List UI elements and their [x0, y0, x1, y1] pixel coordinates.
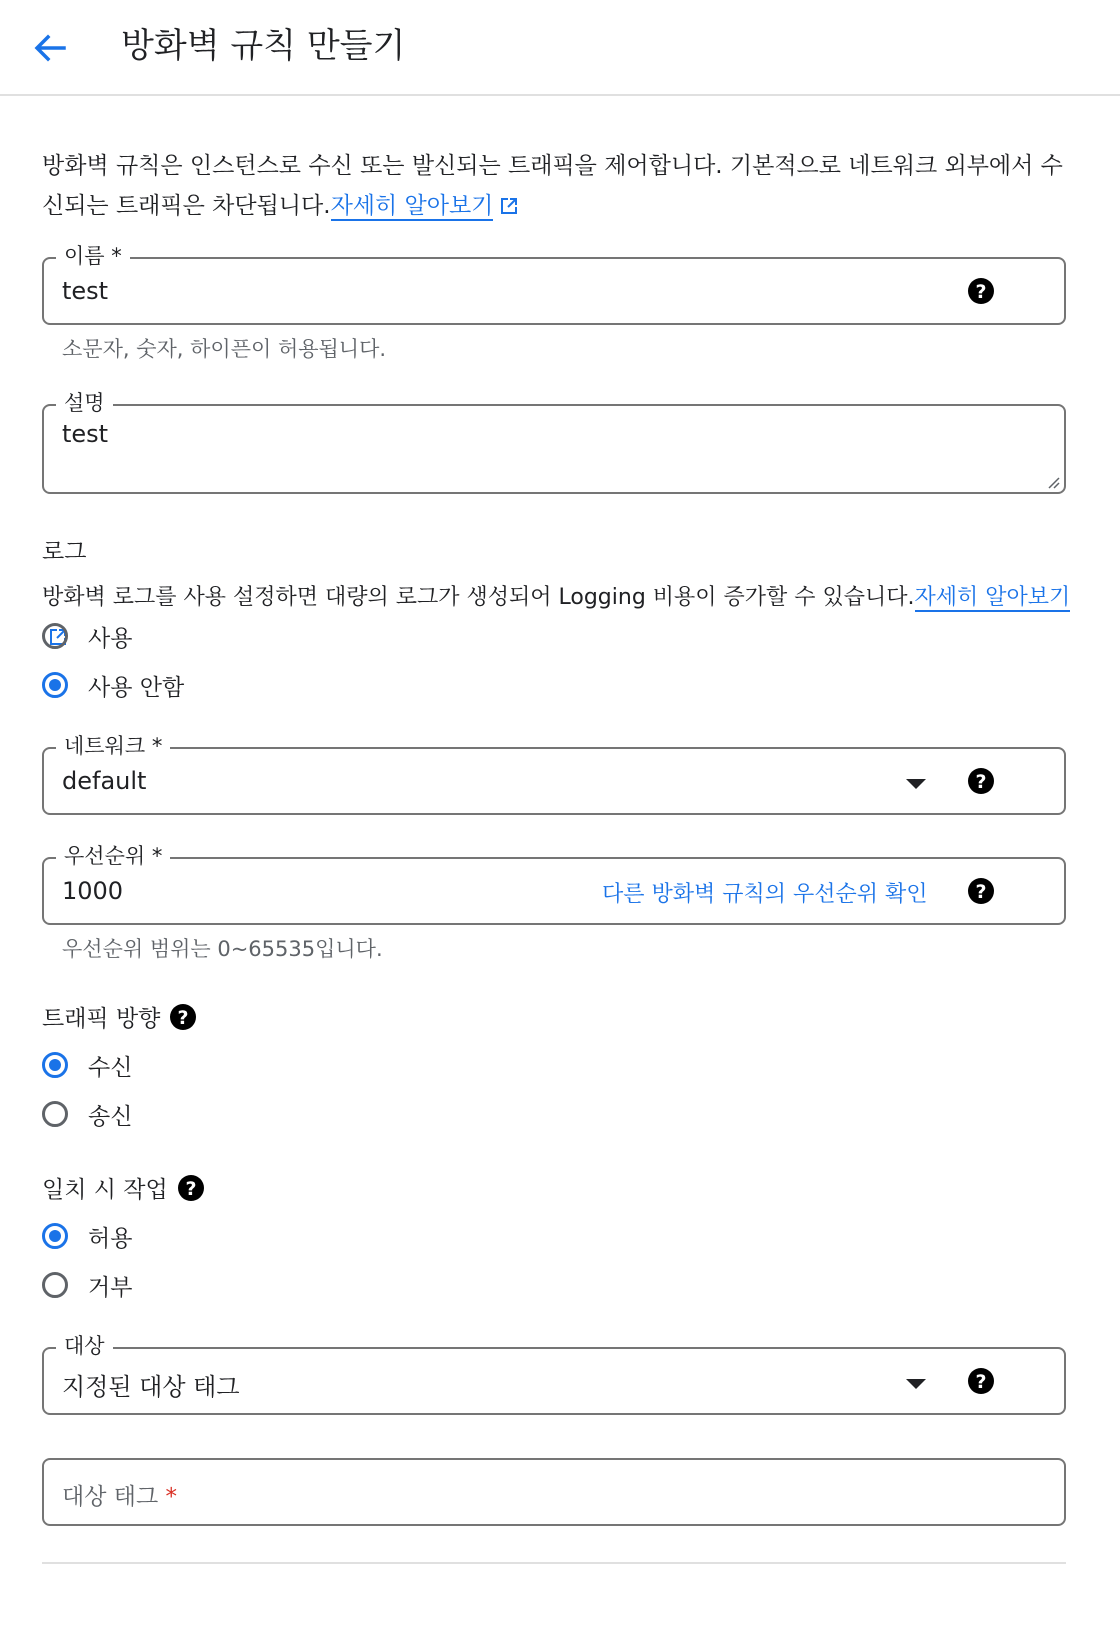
radio-label: 송신: [88, 1103, 133, 1130]
logs-section-title: 로그: [42, 539, 87, 565]
radio-label: 수신: [88, 1054, 133, 1081]
target-tags-placeholder-text: 대상 태그: [62, 1484, 159, 1510]
svg-text:?: ?: [185, 1178, 197, 1200]
intro-text: 방화벽 규칙은 인스턴스로 수신 또는 발신되는 트래픽을 제어합니다. 기본적으로 네트워크 외부에서 수신되는 트래픽은 차단됩니다.: [42, 153, 1063, 219]
egress-radio[interactable]: [42, 1094, 132, 1134]
name-field[interactable]: [42, 244, 1066, 325]
logs-description: [42, 578, 1082, 661]
logs-text: 방화벽 로그를 사용 설정하면 대량의 로그가 생성되어 Logging 비용이 증가할 수 있습니다.: [42, 585, 915, 610]
svg-text:?: ?: [177, 1007, 189, 1029]
radio-button-icon[interactable]: [42, 1101, 68, 1127]
logs-learn-more-link[interactable]: 자세히 알아보기: [914, 585, 1071, 610]
dropdown-arrow-icon[interactable]: [904, 776, 928, 790]
radio-button-checked-icon[interactable]: [42, 1052, 68, 1078]
target-field-label: 대상: [56, 1331, 113, 1361]
target-tags-placeholder: [62, 1478, 177, 1511]
svg-text:?: ?: [975, 881, 987, 903]
traffic-direction-title: [42, 1000, 198, 1033]
radio-label: 허용: [88, 1225, 133, 1252]
radio-label: 사용: [88, 625, 133, 652]
intro-description: [42, 146, 1082, 229]
name-input[interactable]: test: [62, 277, 109, 305]
name-hint: 소문자, 숫자, 하이픈이 허용됩니다.: [62, 337, 387, 361]
radio-label: 사용 안함: [88, 674, 185, 701]
traffic-direction-label: 트래픽 방향: [42, 1006, 161, 1032]
dropdown-arrow-icon[interactable]: [904, 1376, 928, 1390]
priority-hint: 우선순위 범위는 0~65535입니다.: [62, 937, 383, 961]
target-value: 지정된 대상 태그: [62, 1373, 240, 1401]
radio-label: 거부: [88, 1274, 133, 1301]
resize-handle-icon[interactable]: [1046, 474, 1060, 488]
radio-button-icon[interactable]: [42, 1272, 68, 1298]
network-value: default: [62, 767, 147, 795]
svg-text:?: ?: [975, 281, 987, 303]
deny-radio[interactable]: [42, 1265, 132, 1305]
description-field-label: 설명: [56, 388, 113, 418]
target-tags-input[interactable]: [42, 1458, 1066, 1526]
allow-radio[interactable]: [42, 1216, 132, 1256]
network-help-icon[interactable]: [966, 766, 996, 796]
required-mark: *: [165, 1484, 177, 1510]
target-select[interactable]: [42, 1334, 1066, 1415]
back-arrow-icon[interactable]: [28, 26, 72, 70]
priority-input[interactable]: 1000: [62, 877, 124, 905]
priority-field-label: 우선순위 *: [56, 841, 170, 871]
page-header: [0, 0, 1120, 96]
radio-button-checked-icon[interactable]: [42, 1223, 68, 1249]
description-field[interactable]: [42, 391, 1066, 494]
network-field-label: 네트워크 *: [56, 731, 170, 761]
logs-off-radio[interactable]: [42, 665, 184, 705]
action-on-match-title: [42, 1171, 206, 1204]
traffic-direction-help-icon[interactable]: [168, 1002, 198, 1032]
priority-field[interactable]: [42, 844, 1066, 925]
ingress-radio[interactable]: [42, 1045, 132, 1085]
name-help-icon[interactable]: [966, 276, 996, 306]
name-field-label: 이름 *: [56, 241, 130, 271]
external-link-icon: [499, 189, 519, 229]
radio-button-checked-icon[interactable]: [42, 672, 68, 698]
action-on-match-label: 일치 시 작업: [42, 1177, 168, 1203]
logs-on-radio[interactable]: [42, 616, 132, 656]
radio-button-icon[interactable]: [42, 623, 68, 649]
intro-learn-more-link[interactable]: 자세히 알아보기: [330, 193, 494, 219]
target-help-icon[interactable]: [966, 1366, 996, 1396]
action-on-match-help-icon[interactable]: [176, 1173, 206, 1203]
page-title: 방화벽 규칙 만들기: [121, 26, 406, 66]
description-textarea[interactable]: test: [62, 420, 109, 448]
svg-text:?: ?: [975, 1371, 987, 1393]
svg-text:?: ?: [975, 771, 987, 793]
network-select[interactable]: [42, 734, 1066, 815]
bottom-divider: [42, 1562, 1066, 1564]
priority-help-icon[interactable]: [966, 876, 996, 906]
check-priority-link[interactable]: 다른 방화벽 규칙의 우선순위 확인: [602, 882, 928, 907]
